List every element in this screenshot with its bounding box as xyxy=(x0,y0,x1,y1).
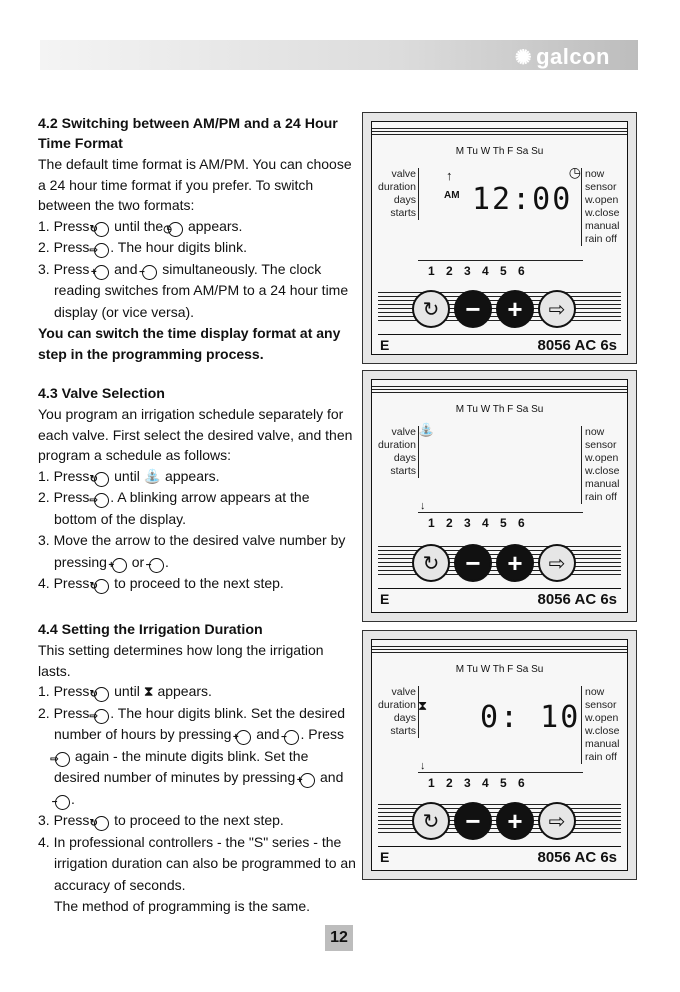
section-title: 4.4 Setting the Irrigation Duration xyxy=(38,622,263,638)
cycle-button[interactable] xyxy=(412,544,450,582)
right-arrow-icon: ⇨ xyxy=(548,298,566,321)
step-1: 1. Press ↻ until ⧗ appears. xyxy=(38,683,212,700)
step-3: 3. Move the arrow to the desired valve number by pressing + or − . xyxy=(38,532,346,571)
enter-arrow-icon: ⇨ xyxy=(55,752,70,767)
enter-arrow-icon: ⇨ xyxy=(94,243,109,258)
hourglass-icon: ⧗ xyxy=(143,683,154,699)
step-4-note: The method of programming is the same. xyxy=(54,898,311,914)
plus-icon: + xyxy=(507,294,523,324)
section-intro: This setting determines how long the irrigation lasts. xyxy=(38,642,324,679)
faucet-icon: ⛲ xyxy=(418,422,435,437)
section-intro: You program an irrigation schedule separately for each valve. First select the desired valve, and then program a schedule as follows: xyxy=(38,406,353,463)
sun-icon: ✺ xyxy=(514,46,533,69)
clock-icon: ◷ xyxy=(568,164,581,180)
minus-icon: − xyxy=(465,548,481,578)
right-arrow-icon: ⇨ xyxy=(548,810,566,833)
model-label: 8056 AC 6s xyxy=(537,337,617,354)
plus-icon: + xyxy=(112,558,127,573)
controller-panel-1 xyxy=(362,112,637,364)
enter-button[interactable] xyxy=(538,290,576,328)
faucet-icon: ⛲ xyxy=(143,467,162,484)
enter-button[interactable] xyxy=(538,802,576,840)
enter-arrow-icon: ⇨ xyxy=(94,493,109,508)
plus-icon: + xyxy=(507,806,523,836)
step-3: 3. Press + and − simultaneously. The clock reading switches from AM/PM to a 24 hour time display (or vice versa). xyxy=(38,260,349,320)
minus-button[interactable] xyxy=(454,802,492,840)
plus-icon: + xyxy=(507,548,523,578)
days-row: M Tu W Th F Sa Su xyxy=(455,146,544,157)
right-labels: now sensor w.open w.close manual rain off xyxy=(581,426,625,504)
section-title: 4.3 Valve Selection xyxy=(38,386,165,402)
controller-panel-3 xyxy=(362,630,637,880)
hourglass-icon: ⧗ xyxy=(418,698,428,713)
clock-icon: ◷ xyxy=(168,222,183,237)
cycle-button-icon: ↻ xyxy=(94,472,109,487)
minus-button[interactable] xyxy=(454,544,492,582)
cycle-button-icon: ↻ xyxy=(94,687,109,702)
right-arrow-icon: ⇨ xyxy=(548,552,566,575)
left-labels: valve duration days starts xyxy=(374,168,419,220)
page-number: 12 xyxy=(325,925,353,951)
minus-icon: − xyxy=(465,294,481,324)
lcd-screen xyxy=(418,164,583,261)
plus-icon: + xyxy=(94,265,109,280)
galcon-logo: ✺ galcon xyxy=(514,44,610,69)
minus-icon: − xyxy=(149,558,164,573)
minus-button[interactable] xyxy=(454,290,492,328)
cycle-button-icon: ↻ xyxy=(94,579,109,594)
step-3: 3. Press ↻ to proceed to the next step. xyxy=(38,812,284,829)
header-bar xyxy=(40,40,638,70)
plus-icon: + xyxy=(300,773,315,788)
duration-digits: 0: 10 xyxy=(480,700,581,735)
days-row: M Tu W Th F Sa Su xyxy=(455,404,544,415)
section-intro: The default time format is AM/PM. You can choose a 24 hour time format if you prefer. To switch between the two formats: xyxy=(38,156,352,213)
cycle-icon: ↻ xyxy=(422,298,440,321)
cycle-icon: ↻ xyxy=(422,552,440,575)
ampm-indicator: AM xyxy=(444,190,460,201)
section-4-3 xyxy=(38,384,356,595)
plus-button[interactable] xyxy=(496,544,534,582)
arrow-up-icon: ↑ xyxy=(446,168,453,183)
step-2: 2. Press ⇨ . A blinking arrow appears at the bottom of the display. xyxy=(38,489,310,527)
cycle-button-icon: ↻ xyxy=(94,816,109,831)
step-4: 4. Press ↻ to proceed to the next step. xyxy=(38,575,284,592)
cycle-icon: ↻ xyxy=(422,810,440,833)
controller-panel-2 xyxy=(362,370,637,622)
model-label: 8056 AC 6s xyxy=(537,591,617,608)
step-2: 2. Press ⇨ . The hour digits blink. xyxy=(38,239,247,256)
step-2: 2. Press ⇨ . The hour digits blink. Set the desired number of hours by pressing + and − . Press ⇨ again - the minute digits blink. Set the desired number of minutes by pressing + and − . xyxy=(38,704,346,808)
minus-icon: − xyxy=(142,265,157,280)
right-labels: now sensor w.open w.close manual rain off xyxy=(581,686,625,764)
minus-icon: − xyxy=(284,730,299,745)
section-4-2 xyxy=(38,114,356,364)
section-4-4 xyxy=(38,620,356,918)
days-row: M Tu W Th F Sa Su xyxy=(455,664,544,675)
model-label: 8056 AC 6s xyxy=(537,849,617,866)
step-1: 1. Press ↻ until ⛲ appears. xyxy=(38,467,220,485)
valve-arrow-icon: ↓ xyxy=(420,500,426,512)
valve-numbers: 1 2 3 4 5 6 xyxy=(428,264,529,278)
left-labels: valve duration days starts xyxy=(374,686,419,738)
e-label: E xyxy=(380,849,390,865)
clock-digits: 12:00 xyxy=(472,182,573,217)
step-4: 4. In professional controllers - the "S" series - the irrigation duration can also be programmed to an accuracy of seconds. xyxy=(38,833,356,893)
valve-arrow-icon: ↓ xyxy=(420,760,426,772)
lcd-screen xyxy=(418,682,583,773)
plus-button[interactable] xyxy=(496,802,534,840)
e-label: E xyxy=(380,591,390,607)
valve-numbers: 1 2 3 4 5 6 xyxy=(428,516,529,530)
plus-button[interactable] xyxy=(496,290,534,328)
left-labels: valve duration days starts xyxy=(374,426,419,478)
cycle-button-icon: ↻ xyxy=(94,222,109,237)
e-label: E xyxy=(380,337,390,353)
cycle-button[interactable] xyxy=(412,290,450,328)
enter-button[interactable] xyxy=(538,544,576,582)
minus-icon: − xyxy=(55,795,70,810)
lcd-screen xyxy=(418,422,583,513)
plus-icon: + xyxy=(236,730,251,745)
right-labels: now sensor w.open w.close manual rain off xyxy=(581,168,625,246)
minus-icon: − xyxy=(465,806,481,836)
enter-arrow-icon: ⇨ xyxy=(94,709,109,724)
step-1: 1. Press ↻ until the ◷ appears. xyxy=(38,217,243,235)
format-note: You can switch the time display format at any step in the programming process. xyxy=(38,325,341,362)
valve-numbers: 1 2 3 4 5 6 xyxy=(428,776,529,790)
cycle-button[interactable] xyxy=(412,802,450,840)
section-title: 4.2 Switching between AM/PM and a 24 Hour Time Format xyxy=(38,116,338,152)
